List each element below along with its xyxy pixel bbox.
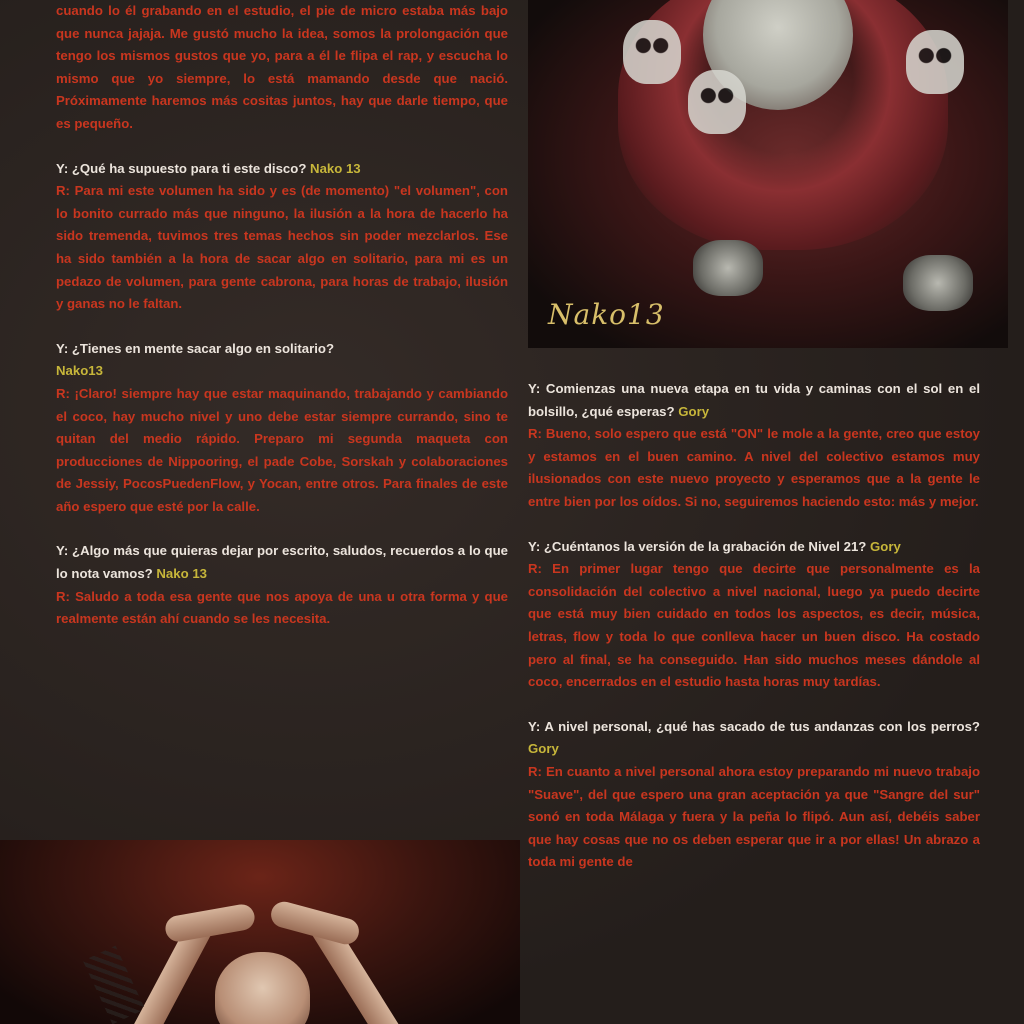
qa-block	[56, 158, 508, 316]
skull-icon	[906, 30, 964, 94]
answer: R: Para mi este volumen ha sido y es (de momento) "el volumen", con lo bonito currado más que ninguno, la ilusión a la hora de hacerlo ha sido tremenda, tuvimos tres temas hechos sin poder mezclarlos. Ese ha sido también a la hora de sacar algo en solitario, para mi es un pedazo de volumen, para gente cabrona, para horas de trabajo, ilusión y ganas no le faltan.	[56, 183, 508, 312]
answer: R: En cuanto a nivel personal ahora estoy preparando mi nuevo trabajo "Suave", del que espero una gran aceptación ya que "Sangre del sur" sonó en toda Málaga y fuera y la peña lo flipó. Aun así, debéis saber que hay cosas que no os deben esperar que ir a por ellas! Un abrazo a toda mi gente de	[528, 763, 980, 870]
question-text: Y: Comienzas una nueva etapa en tu vida y caminas con el sol en el bolsillo, ¿qué esperas?	[528, 381, 980, 419]
interviewee-name: Nako13	[56, 363, 103, 379]
performer-head	[215, 952, 310, 1024]
question	[56, 540, 508, 585]
arm-tattoo	[83, 946, 145, 1024]
question-text: Y: A nivel personal, ¿qué has sacado de tus andanzas con los perros?	[528, 718, 980, 734]
answer: R: Saludo a toda esa gente que nos apoya de una u otra forma y que realmente están ahí cuando se les necesita.	[56, 588, 508, 627]
question	[56, 338, 508, 383]
qa-block	[528, 716, 980, 874]
question-text: Y: ¿Qué ha supuesto para ti este disco?	[56, 160, 307, 176]
interviewee-name: Nako 13	[156, 566, 207, 582]
question	[528, 378, 980, 423]
skull-icon	[688, 70, 746, 134]
interviewee-name: Gory	[870, 538, 901, 554]
question	[528, 536, 980, 559]
question-text: Y: ¿Algo más que quieras dejar por escrito, saludos, recuerdos a lo que lo nota vamos?	[56, 543, 508, 582]
qa-block	[56, 540, 508, 630]
concert-photo-gory	[0, 840, 520, 1024]
qa-block	[528, 536, 980, 694]
hand	[903, 255, 973, 311]
photo-signature: Nako13	[548, 298, 665, 331]
hand-gesture	[163, 902, 256, 943]
answer: R: En primer lugar tengo que decirte que personalmente es la consolidación del colectivo a nivel nacional, luego ya puedo decirte que está muy bien cuidado en todos los aspectos, es decir, música, letras, flow y toda lo que conlleva hacer un buen disco. Ha costado pero al final, se ha conseguido. Han sido muchos meses dándole al coco, encerrados en el estudio hasta horas muy tardías.	[528, 561, 980, 690]
qa-block	[528, 378, 980, 514]
portrait-photo-nako13	[528, 0, 1008, 348]
question-text: Y: ¿Cuéntanos la versión de la grabación de Nivel 21?	[528, 538, 867, 554]
interviewee-name: Gory	[678, 403, 710, 419]
intro-answer-continuation: cuando lo él grabando en el estudio, el pie de micro estaba más bajo que nunca jajaja. Me gustó mucho la idea, somos la prolongación que tengo los mismos gustos que yo, para a él le flipa el rap, y escucha lo mismo que yo siempre, lo está mamando desde que nació. Próximamente haremos más cositas juntos, hay que darle tiempo, que es pequeño.	[56, 3, 508, 131]
answer: R: Bueno, solo espero que está "ON" le mole a la gente, creo que estoy y estamos en el buen camino. A nivel del colectivo estamos muy ilusionados con este nuevo proyecto y esperamos que a la gente le entre bien por los oídos. Si no, seguiremos haciendo esto: más y mejor.	[528, 426, 980, 509]
left-column	[56, 0, 508, 631]
question-text: Y: ¿Tienes en mente sacar algo en solitario?	[56, 340, 334, 356]
interviewee-name: Gory	[528, 741, 559, 757]
question	[56, 158, 508, 181]
hand	[693, 240, 763, 296]
interviewee-name: Nako 13	[310, 160, 361, 176]
skull-icon	[623, 20, 681, 84]
right-column	[528, 378, 980, 874]
answer: R: ¡Claro! siempre hay que estar maquinando, trabajando y cambiando el coco, hay mucho nivel y uno debe estar siempre currando, sino te quitan del medio rápido. Preparo mi segunda maqueta con producciones de Nippooring, el pade Cobe, Sorskah y colaboraciones de Jessiy, PocosPuedenFlow, y Yocan, entre otros. Para finales de este año espero que esté por la calle.	[56, 385, 508, 514]
qa-block	[56, 338, 508, 519]
question	[528, 716, 980, 761]
